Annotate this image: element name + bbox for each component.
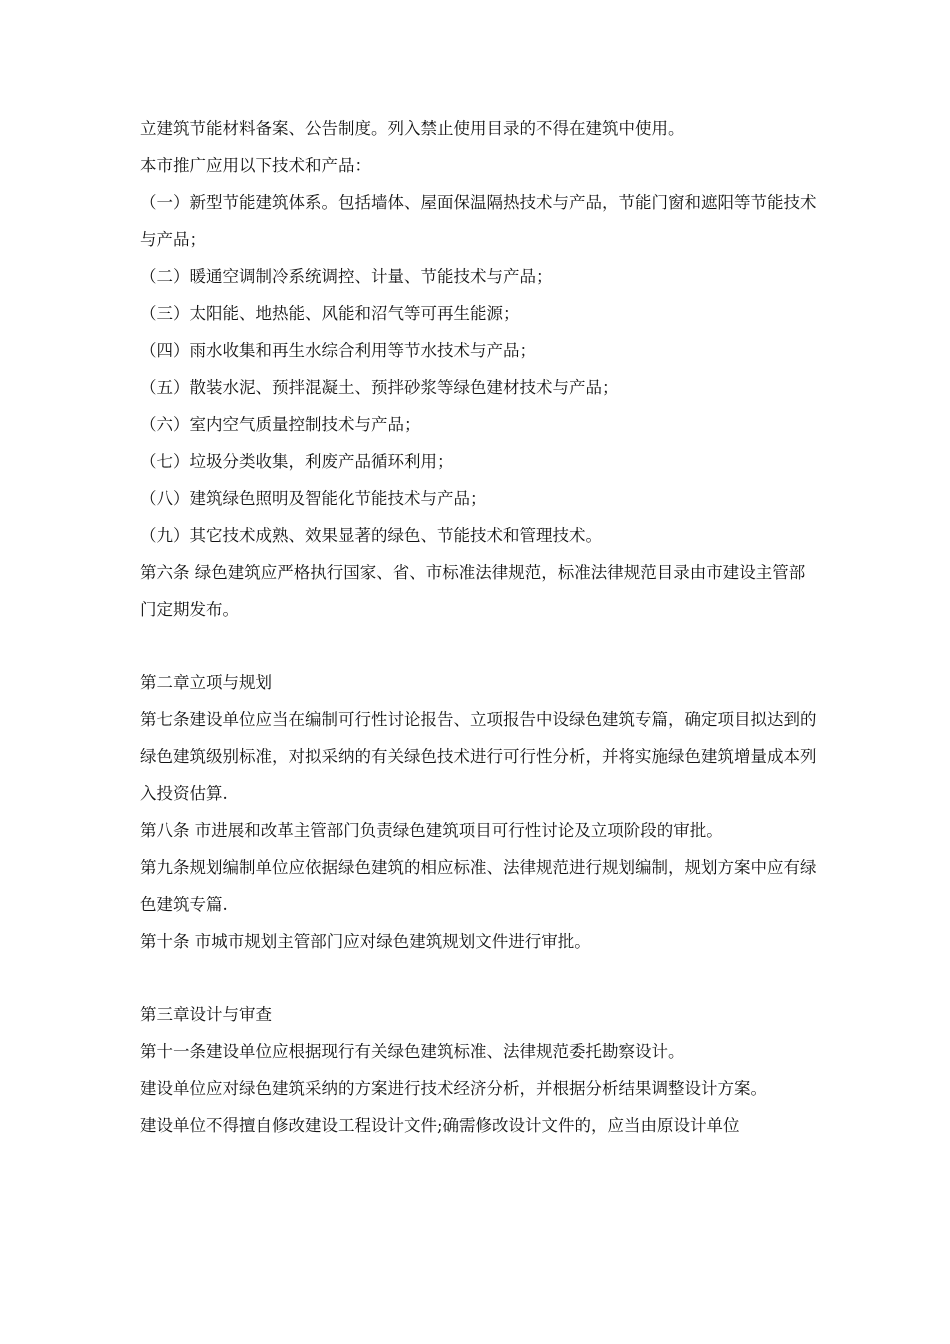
list-item: （三）太阳能、地热能、风能和沼气等可再生能源； <box>140 304 520 323</box>
list-item: （一）新型节能建筑体系。包括墙体、屋面保温隔热技术与产品，节能门窗和遮阳等节能技术与产品； <box>140 193 817 249</box>
list-item: （二）暖通空调制冷系统调控、计量、节能技术与产品； <box>140 267 553 286</box>
article-paragraph: 第七条建设单位应当在编制可行性讨论报告、立项报告中设绿色建筑专篇，确定项目拟达到的绿色建筑级别标准，对拟采纳的有关绿色技术进行可行性分析，并将实施绿色建筑增量成本列入投资估算. <box>140 710 817 803</box>
list-item: （六）室内空气质量控制技术与产品； <box>140 415 421 434</box>
section-gap <box>140 628 820 664</box>
article-paragraph: 第八条 市进展和改革主管部门负责绿色建筑项目可行性讨论及立项阶段的审批。 <box>140 821 723 840</box>
paragraph: 建设单位不得擅自修改建设工程设计文件;确需修改设计文件的，应当由原设计单位 <box>140 1116 740 1135</box>
article-paragraph: 第十条 市城市规划主管部门应对绿色建筑规划文件进行审批。 <box>140 932 591 951</box>
list-item: （八）建筑绿色照明及智能化节能技术与产品； <box>140 489 487 508</box>
section-gap <box>140 960 820 996</box>
document-body <box>140 110 820 1144</box>
article-paragraph: 第十一条建设单位应根据现行有关绿色建筑标准、法律规范委托勘察设计。 <box>140 1042 685 1061</box>
paragraph: 本市推广应用以下技术和产品： <box>140 156 371 175</box>
chapter-heading: 第三章设计与审查 <box>140 1005 272 1024</box>
article-paragraph: 第九条规划编制单位应依据绿色建筑的相应标准、法律规范进行规划编制，规划方案中应有绿色建筑专篇. <box>140 858 817 914</box>
article-paragraph: 第六条 绿色建筑应严格执行国家、省、市标准法律规范，标准法律规范目录由市建设主管部门定期发布。 <box>140 563 806 619</box>
list-item: （九）其它技术成熟、效果显著的绿色、节能技术和管理技术。 <box>140 526 602 545</box>
paragraph: 立建筑节能材料备案、公告制度。列入禁止使用目录的不得在建筑中使用。 <box>140 119 685 138</box>
list-item: （七）垃圾分类收集，利废产品循环利用； <box>140 452 454 471</box>
list-item: （五）散装水泥、预拌混凝土、预拌砂浆等绿色建材技术与产品； <box>140 378 619 397</box>
chapter-heading: 第二章立项与规划 <box>140 673 272 692</box>
list-item: （四）雨水收集和再生水综合利用等节水技术与产品； <box>140 341 536 360</box>
paragraph: 建设单位应对绿色建筑采纳的方案进行技术经济分析，并根据分析结果调整设计方案。 <box>140 1079 767 1098</box>
